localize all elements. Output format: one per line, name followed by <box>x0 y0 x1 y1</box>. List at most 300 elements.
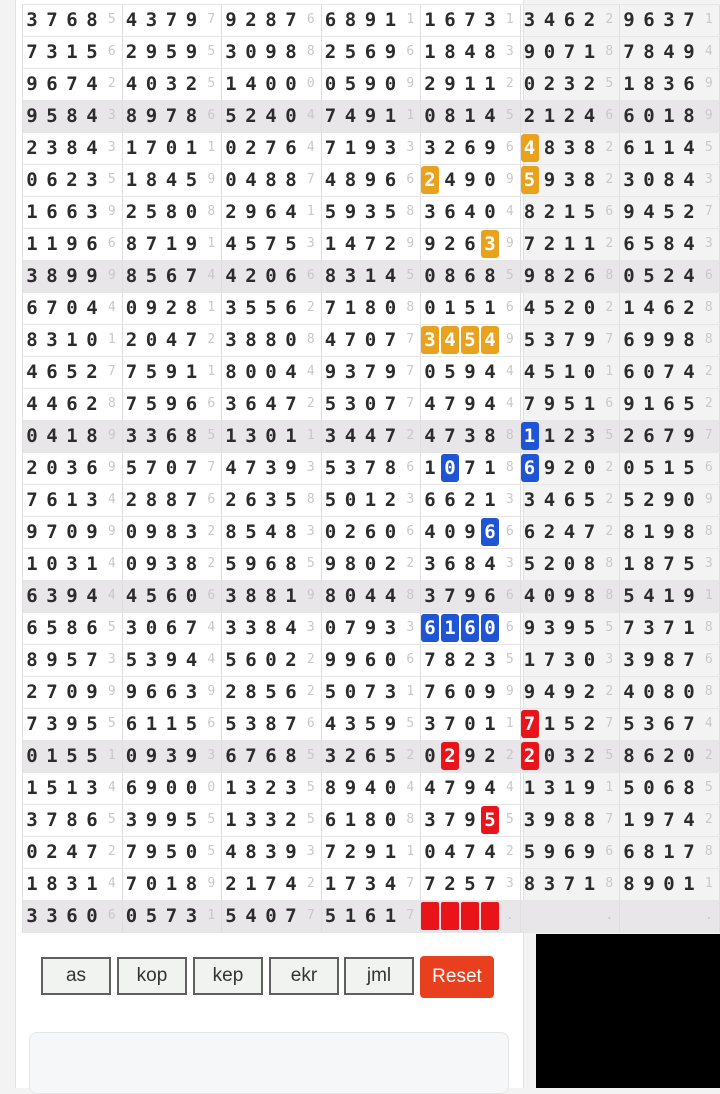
grid-separator-digit: 6 <box>605 108 614 123</box>
grid-digit: 4 <box>125 585 138 607</box>
grid-digit: 9 <box>643 649 655 671</box>
grid-digit: 4 <box>464 41 476 63</box>
grid-digit: 8 <box>543 137 556 159</box>
grid-separator-digit: 3 <box>306 460 315 475</box>
grid-digit: 3 <box>225 585 237 607</box>
grid-separator-digit: 8 <box>605 44 614 59</box>
grid-digit: 9 <box>364 617 377 639</box>
grid-digit: 1 <box>125 137 138 159</box>
grid-digit: 1 <box>583 41 596 63</box>
grid-digit: 8 <box>265 9 277 31</box>
grid-digit: 0 <box>424 841 436 863</box>
grid-digit: 3 <box>523 9 536 31</box>
grid-digit: 2 <box>225 201 237 223</box>
grid-digit: 0 <box>265 361 277 383</box>
grid-digit: 8 <box>245 329 257 351</box>
grid-digit: 4 <box>86 73 98 95</box>
grid-digit: 2 <box>663 745 675 767</box>
grid-separator-digit: 2 <box>306 396 315 411</box>
grid-digit: 7 <box>324 137 337 159</box>
grid-digit: 0 <box>583 649 596 671</box>
grid-digit: 7 <box>66 73 78 95</box>
black-panel <box>536 934 720 1088</box>
row-divider <box>22 932 720 933</box>
grid-digit: 1 <box>66 329 78 351</box>
grid-separator-digit: 8 <box>505 460 514 475</box>
grid-digit: 7 <box>424 681 436 703</box>
grid-digit: 7 <box>185 617 198 639</box>
grid-digit: 8 <box>165 521 178 543</box>
grid-digit: 7 <box>484 873 496 895</box>
grid-digit: 8 <box>265 169 277 191</box>
grid-separator-digit: 4 <box>505 780 514 795</box>
grid-digit: 0 <box>384 73 397 95</box>
grid-separator-digit: 2 <box>605 492 614 507</box>
grid-separator-digit: 5 <box>207 44 216 59</box>
grid-separator-digit: . <box>605 908 614 923</box>
grid-digit: 1 <box>66 425 78 447</box>
grid-digit: 9 <box>663 521 675 543</box>
grid-digit: 4 <box>683 169 695 191</box>
grid-digit: 0 <box>481 614 499 642</box>
grid-digit: 8 <box>125 233 138 255</box>
grid-digit: 4 <box>384 873 397 895</box>
grid-digit: 9 <box>543 393 556 415</box>
grid-digit: 7 <box>165 905 178 927</box>
grid-digit: 9 <box>464 393 476 415</box>
grid-separator-digit: 4 <box>107 556 116 571</box>
grid-separator-digit: 9 <box>505 172 514 187</box>
grid-digit: 0 <box>165 457 178 479</box>
grid-separator-digit: 2 <box>306 876 315 891</box>
grid-digit: 0 <box>663 873 675 895</box>
grid-digit: 5 <box>245 233 257 255</box>
grid-separator-digit: 8 <box>107 396 116 411</box>
grid-separator-digit: 4 <box>107 780 116 795</box>
grid-digit: 5 <box>145 201 158 223</box>
grid-separator-digit: 2 <box>605 236 614 251</box>
grid-digit: 7 <box>364 681 377 703</box>
grid-separator-digit: 2 <box>207 556 216 571</box>
grid-digit: 7 <box>245 457 257 479</box>
grid-digit: 2 <box>384 553 397 575</box>
grid-digit: 5 <box>324 905 337 927</box>
grid-digit: 7 <box>683 713 695 735</box>
as-button[interactable]: as <box>41 957 111 995</box>
grid-digit: 8 <box>663 649 675 671</box>
grid-digit: 0 <box>563 553 576 575</box>
grid-digit: 1 <box>623 809 635 831</box>
grid-digit: 3 <box>125 809 138 831</box>
grid-digit: 3 <box>563 649 576 671</box>
grid-separator-digit: 7 <box>406 364 415 379</box>
grid-divider <box>719 4 720 932</box>
grid-digit: 7 <box>663 617 675 639</box>
grid-digit: 7 <box>521 710 539 738</box>
grid-digit: 4 <box>324 713 337 735</box>
grid-separator-digit: 6 <box>505 300 514 315</box>
grid-digit: 4 <box>245 905 257 927</box>
grid-digit: 1 <box>424 457 436 479</box>
grid-separator-digit: 9 <box>306 588 315 603</box>
grid-digit: 1 <box>484 457 496 479</box>
grid-digit: 3 <box>543 777 556 799</box>
grid-digit: 8 <box>623 521 635 543</box>
grid-digit: 6 <box>265 745 277 767</box>
grid-separator-digit: 9 <box>406 76 415 91</box>
grid-digit: 6 <box>165 265 178 287</box>
grid-digit: 1 <box>484 713 496 735</box>
grid-separator-digit: 5 <box>207 844 216 859</box>
grid-digit: 6 <box>663 393 675 415</box>
grid-digit: 1 <box>145 713 158 735</box>
grid-separator-digit: 6 <box>505 588 514 603</box>
grid-digit: 3 <box>26 265 38 287</box>
grid-digit: 2 <box>285 809 297 831</box>
grid-separator-digit: 9 <box>107 428 116 443</box>
grid-separator-digit: 8 <box>207 204 216 219</box>
grid-digit: 8 <box>125 105 138 127</box>
grid-digit: 9 <box>145 41 158 63</box>
grid-digit: 3 <box>344 713 357 735</box>
grid-digit: 0 <box>265 425 277 447</box>
grid-digit: 9 <box>66 713 78 735</box>
grid-digit: 1 <box>464 105 476 127</box>
grid-digit: 3 <box>563 745 576 767</box>
grid-digit: 9 <box>523 41 536 63</box>
grid-digit: 1 <box>663 137 675 159</box>
grid-digit: 1 <box>484 489 496 511</box>
grid-digit: 9 <box>364 9 377 31</box>
grid-separator-digit: 2 <box>306 300 315 315</box>
grid-digit: 1 <box>344 137 357 159</box>
grid-digit: 1 <box>583 873 596 895</box>
grid-digit: 8 <box>623 745 635 767</box>
grid-separator-digit: 4 <box>207 268 216 283</box>
grid-digit: 2 <box>324 41 337 63</box>
grid-digit: 3 <box>265 457 277 479</box>
grid-digit: 3 <box>66 873 78 895</box>
grid-digit: 7 <box>46 9 58 31</box>
grid-digit: 7 <box>145 457 158 479</box>
grid-digit: 7 <box>444 777 456 799</box>
grid-digit: 7 <box>125 361 138 383</box>
grid-separator-digit: 8 <box>406 812 415 827</box>
grid-digit: 7 <box>86 649 98 671</box>
grid-digit: 3 <box>384 137 397 159</box>
grid-digit: 4 <box>424 521 436 543</box>
grid-digit: 3 <box>384 617 397 639</box>
grid-digit: 7 <box>543 649 556 671</box>
grid-separator-digit: 7 <box>406 396 415 411</box>
grid-digit: 6 <box>46 361 58 383</box>
grid-digit: 5 <box>285 233 297 255</box>
grid-digit: 9 <box>185 745 198 767</box>
grid-digit: 7 <box>683 9 695 31</box>
grid-digit: 1 <box>384 841 397 863</box>
grid-digit: 6 <box>66 9 78 31</box>
grid-digit: 7 <box>265 137 277 159</box>
grid-digit: 3 <box>46 329 58 351</box>
grid-digit: 0 <box>643 681 655 703</box>
grid-digit: 3 <box>46 137 58 159</box>
grid-digit: 9 <box>484 137 496 159</box>
grid-digit: 3 <box>563 137 576 159</box>
grid-digit: 9 <box>145 841 158 863</box>
grid-separator-digit: 5 <box>505 812 514 827</box>
grid-digit: 5 <box>225 649 237 671</box>
grid-digit: 8 <box>285 521 297 543</box>
grid-digit: 4 <box>26 393 38 415</box>
grid-digit: 2 <box>285 649 297 671</box>
grid-digit: 7 <box>623 617 635 639</box>
grid-digit: 0 <box>643 169 655 191</box>
grid-digit: 5 <box>145 585 158 607</box>
grid-digit: 6 <box>464 233 476 255</box>
grid-digit: 0 <box>523 73 536 95</box>
grid-digit: 3 <box>66 553 78 575</box>
grid-digit: 3 <box>245 809 257 831</box>
grid-digit: 7 <box>285 713 297 735</box>
grid-separator-digit: 2 <box>605 460 614 475</box>
grid-digit: 1 <box>185 361 198 383</box>
grid-digit: 4 <box>125 9 138 31</box>
grid-separator-digit: 6 <box>605 844 614 859</box>
grid-digit: 3 <box>46 585 58 607</box>
grid-separator-digit: 9 <box>207 684 216 699</box>
grid-digit: 7 <box>26 41 38 63</box>
grid-digit: 6 <box>464 265 476 287</box>
grid-digit: 0 <box>245 41 257 63</box>
grid-digit: 9 <box>643 329 655 351</box>
grid-digit: 0 <box>623 265 635 287</box>
grid-digit: 4 <box>285 201 297 223</box>
grid-separator-digit: 7 <box>207 460 216 475</box>
grid-separator-digit: 6 <box>107 236 116 251</box>
grid-separator-digit: 9 <box>505 332 514 347</box>
grid-separator-digit: 7 <box>107 364 116 379</box>
grid-digit: 1 <box>344 809 357 831</box>
kep-button[interactable]: kep <box>193 957 263 995</box>
grid-digit: 8 <box>344 169 357 191</box>
grid-separator-digit: 7 <box>306 908 315 923</box>
grid-digit: 4 <box>643 297 655 319</box>
grid-separator-digit: 6 <box>306 716 315 731</box>
grid-digit: 3 <box>543 329 556 351</box>
grid-separator-digit: 5 <box>605 76 614 91</box>
grid-separator-digit: 5 <box>406 716 415 731</box>
grid-digit: 5 <box>583 489 596 511</box>
grid-digit: 4 <box>543 9 556 31</box>
grid-digit: 1 <box>46 233 58 255</box>
grid-digit: 5 <box>225 905 237 927</box>
grid-digit: 5 <box>185 809 198 831</box>
grid-digit: 0 <box>145 873 158 895</box>
grid-digit: 1 <box>563 361 576 383</box>
grid-digit: 1 <box>583 233 596 255</box>
grid-digit: 5 <box>324 393 337 415</box>
grid-separator-digit: 5 <box>306 812 315 827</box>
grid-digit: 7 <box>563 329 576 351</box>
grid-digit: 3 <box>165 745 178 767</box>
grid-digit: 0 <box>324 521 337 543</box>
grid-separator-digit: 8 <box>704 524 713 539</box>
grid-separator-digit: 4 <box>207 652 216 667</box>
grid-digit: 3 <box>145 425 158 447</box>
grid-digit: 1 <box>285 425 297 447</box>
grid-separator-digit: 3 <box>107 652 116 667</box>
grid-digit: 8 <box>324 265 337 287</box>
grid-digit: 1 <box>344 905 357 927</box>
grid-digit: 8 <box>663 169 675 191</box>
grid-digit: 1 <box>66 489 78 511</box>
grid-digit: 5 <box>643 457 655 479</box>
jml-button[interactable]: jml <box>344 957 414 995</box>
grid-digit: 5 <box>46 617 58 639</box>
grid-separator-digit: 9 <box>505 236 514 251</box>
grid-digit: 9 <box>165 649 178 671</box>
grid-digit: 5 <box>523 329 536 351</box>
grid-digit: 3 <box>125 425 138 447</box>
grid-digit: 8 <box>66 137 78 159</box>
grid-digit: 5 <box>384 745 397 767</box>
grid-digit: 0 <box>384 297 397 319</box>
grid-digit: 3 <box>663 9 675 31</box>
grid-digit: 2 <box>523 105 536 127</box>
grid-digit: 0 <box>324 617 337 639</box>
grid-digit: 8 <box>245 841 257 863</box>
grid-digit: 4 <box>46 425 58 447</box>
grid-digit: 6 <box>583 265 596 287</box>
reset-button[interactable]: Reset <box>420 956 494 998</box>
grid-digit: 1 <box>324 233 337 255</box>
grid-digit: 4 <box>643 201 655 223</box>
grid-digit: 7 <box>464 457 476 479</box>
grid-digit: 4 <box>424 425 436 447</box>
grid-digit: 7 <box>384 393 397 415</box>
grid-digit: 2 <box>86 393 98 415</box>
grid-digit: 2 <box>563 265 576 287</box>
grid-digit: 5 <box>86 41 98 63</box>
grid-digit: 4 <box>683 137 695 159</box>
grid-digit: 5 <box>623 585 635 607</box>
grid-digit: 0 <box>26 169 38 191</box>
grid-digit: 0 <box>583 361 596 383</box>
grid-digit: 4 <box>324 169 337 191</box>
grid-digit: 1 <box>663 841 675 863</box>
grid-digit: 4 <box>484 841 496 863</box>
grid-digit: 0 <box>285 329 297 351</box>
grid-digit: 5 <box>683 393 695 415</box>
grid-digit: 2 <box>663 265 675 287</box>
grid-digit: 6 <box>384 169 397 191</box>
grid-separator-digit: 3 <box>306 620 315 635</box>
grid-digit: 1 <box>521 422 539 450</box>
grid-separator-digit: 2 <box>605 172 614 187</box>
ekr-button[interactable]: ekr <box>269 957 339 995</box>
grid-separator-digit: 5 <box>704 140 713 155</box>
grid-digit: 9 <box>384 361 397 383</box>
grid-digit: 9 <box>185 41 198 63</box>
grid-separator-digit: 8 <box>306 44 315 59</box>
grid-digit: 5 <box>464 297 476 319</box>
grid-digit: 6 <box>364 649 377 671</box>
grid-digit: 7 <box>46 681 58 703</box>
grid-digit: 3 <box>643 713 655 735</box>
grid-digit: 3 <box>225 297 237 319</box>
grid-separator-digit: 3 <box>406 492 415 507</box>
grid-digit: 7 <box>663 361 675 383</box>
grid-separator-digit: 7 <box>704 204 713 219</box>
grid-digit: 6 <box>165 585 178 607</box>
grid-separator-digit: 4 <box>704 44 713 59</box>
grid-separator-digit: 6 <box>207 108 216 123</box>
grid-digit: 8 <box>225 521 237 543</box>
grid-digit: 7 <box>444 809 456 831</box>
grid-separator-digit: 2 <box>704 396 713 411</box>
grid-separator-digit: 6 <box>704 460 713 475</box>
grid-separator-digit: 1 <box>605 364 614 379</box>
grid-digit: 3 <box>26 905 38 927</box>
grid-digit: 0 <box>344 585 357 607</box>
grid-digit: 0 <box>683 489 695 511</box>
grid-digit: 9 <box>165 809 178 831</box>
grid-digit: 8 <box>185 553 198 575</box>
grid-digit: 1 <box>663 457 675 479</box>
grid-digit: 7 <box>86 841 98 863</box>
grid-digit: 9 <box>464 809 476 831</box>
grid-digit: 9 <box>324 553 337 575</box>
grid-separator-digit: 5 <box>505 108 514 123</box>
grid-separator-digit: 5 <box>306 556 315 571</box>
grid-digit: 9 <box>225 9 237 31</box>
grid-digit: 2 <box>185 73 198 95</box>
grid-digit: 7 <box>563 873 576 895</box>
grid-digit: 4 <box>86 105 98 127</box>
grid-digit: 0 <box>643 105 655 127</box>
grid-separator-digit: 3 <box>605 652 614 667</box>
grid-digit: 7 <box>165 105 178 127</box>
grid-digit: 4 <box>225 841 237 863</box>
grid-digit: 0 <box>26 425 38 447</box>
grid-digit: 0 <box>285 105 297 127</box>
grid-separator-digit: 2 <box>306 684 315 699</box>
grid-digit: 4 <box>46 393 58 415</box>
bottom-card <box>29 1032 509 1094</box>
grid-digit: 7 <box>185 329 198 351</box>
grid-digit: 4 <box>344 233 357 255</box>
grid-digit: 5 <box>663 201 675 223</box>
grid-digit: 6 <box>623 361 635 383</box>
grid-separator-digit: 9 <box>704 76 713 91</box>
grid-digit: 7 <box>523 393 536 415</box>
grid-digit: 5 <box>265 681 277 703</box>
kop-button[interactable]: kop <box>117 957 187 995</box>
grid-separator-digit: 2 <box>704 748 713 763</box>
grid-digit: 4 <box>523 297 536 319</box>
grid-digit: 6 <box>444 489 456 511</box>
grid-digit: 2 <box>86 361 98 383</box>
grid-separator-digit: 4 <box>107 588 116 603</box>
grid-digit: 8 <box>583 169 596 191</box>
grid-digit: 5 <box>344 73 357 95</box>
grid-digit: 0 <box>66 681 78 703</box>
grid-digit: 7 <box>265 233 277 255</box>
grid-digit: 0 <box>125 745 138 767</box>
grid-digit: 3 <box>563 169 576 191</box>
grid-separator-digit: 7 <box>605 812 614 827</box>
grid-digit: 1 <box>165 713 178 735</box>
